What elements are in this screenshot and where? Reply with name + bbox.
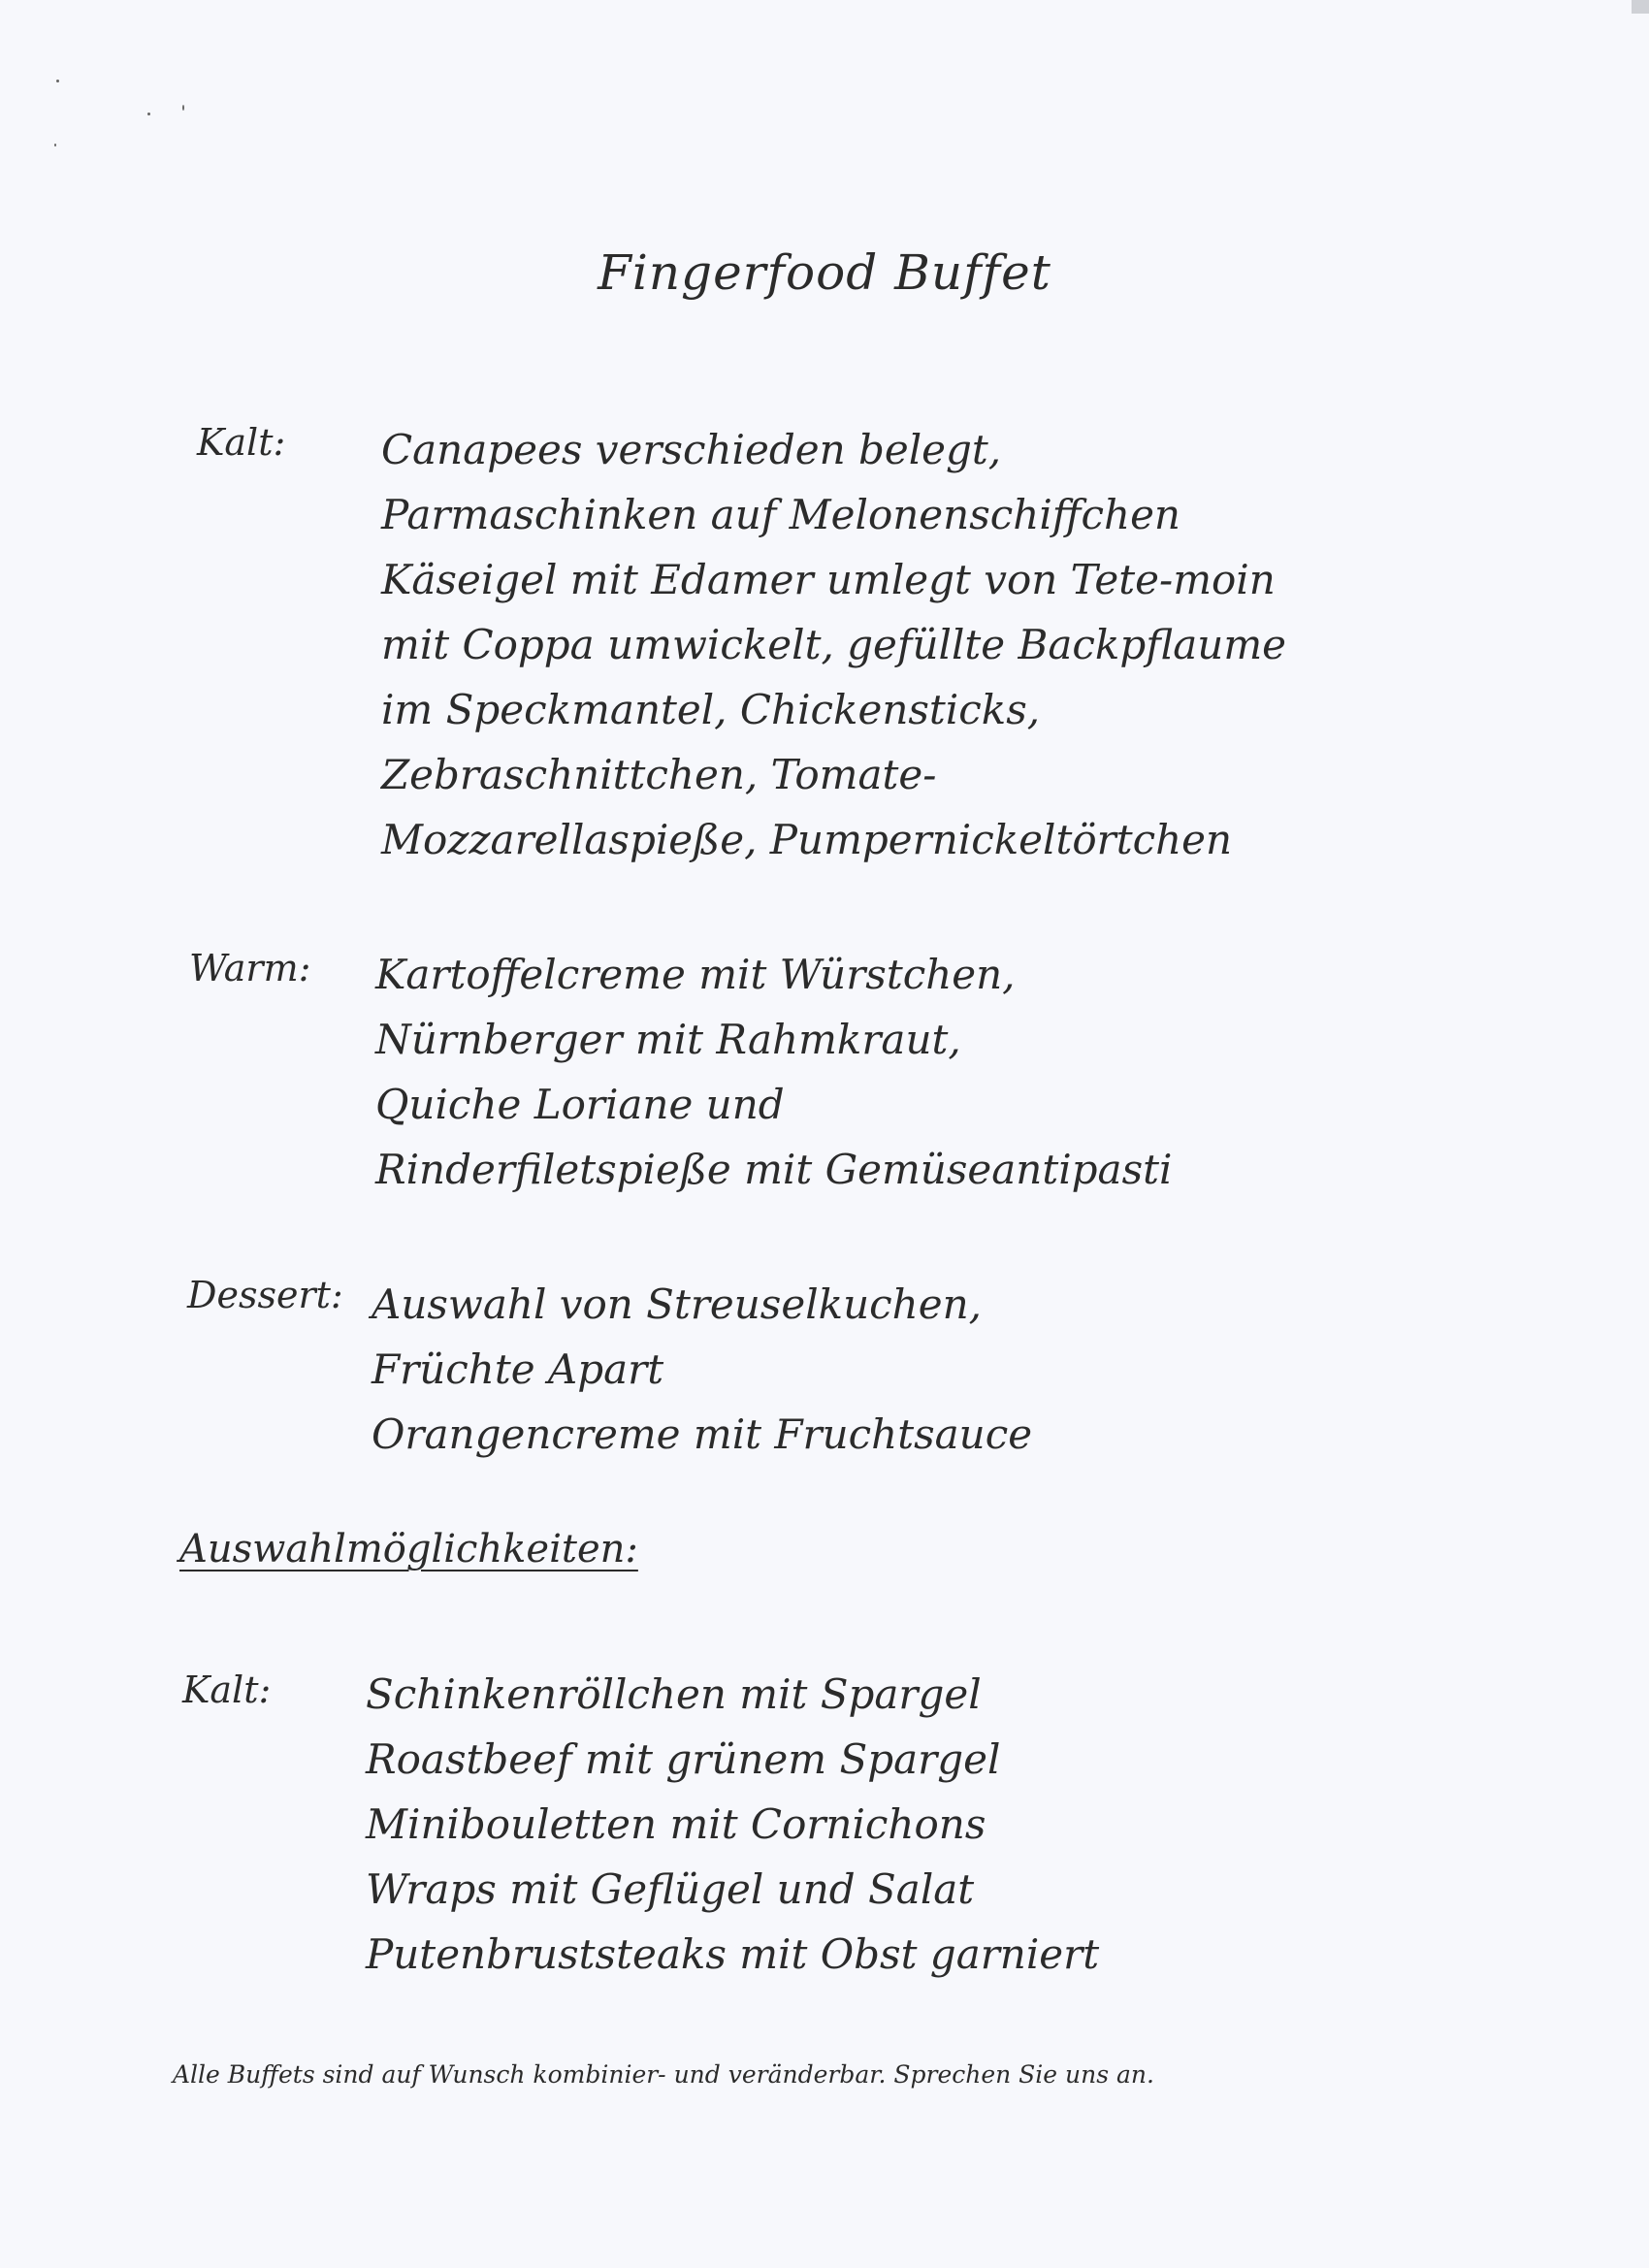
menu-line: Früchte Apart	[372, 1345, 664, 1393]
menu-line: Nürnberger mit Rahmkraut,	[375, 1016, 961, 1063]
menu-line: Auswahl von Streuselkuchen,	[372, 1280, 982, 1328]
menu-line: Quiche Loriane und	[375, 1081, 785, 1128]
scan-speck	[182, 105, 184, 111]
section-items-warm	[375, 942, 1172, 1202]
section-label-warm: Warm:	[189, 947, 311, 989]
menu-line: Putenbruststeaks mit Obst garniert	[366, 1930, 1100, 1978]
menu-line: Rinderfiletspieße mit Gemüseantipasti	[375, 1146, 1173, 1193]
section-items-kalt	[381, 417, 1286, 872]
scan-speck	[56, 80, 59, 82]
options-items-kalt	[366, 1662, 1099, 1987]
section-label-kalt: Kalt:	[197, 421, 286, 464]
section-items-dessert	[372, 1272, 1032, 1467]
options-label-kalt: Kalt:	[182, 1669, 272, 1711]
menu-line: Schinkenröllchen mit Spargel	[366, 1670, 982, 1718]
scan-edge	[1632, 0, 1649, 14]
menu-line: Orangencreme mit Fruchtsauce	[372, 1410, 1033, 1458]
menu-line: Zebraschnittchen, Tomate-	[381, 751, 937, 798]
menu-line: Wraps mit Geflügel und Salat	[366, 1865, 975, 1913]
footnote: Alle Buffets sind auf Wunsch kombinier- und veränderbar. Sprechen Sie uns an.	[173, 2060, 1154, 2089]
page-title: Fingerfood Buffet	[598, 244, 1051, 301]
menu-line: Minibouletten mit Cornichons	[366, 1800, 986, 1848]
menu-line: im Speckmantel, Chickensticks,	[381, 686, 1041, 733]
menu-line: Canapees verschieden belegt,	[381, 426, 1002, 473]
scan-speck	[54, 144, 56, 146]
options-heading: Auswahlmöglichkeiten:	[179, 1527, 638, 1571]
scan-speck	[147, 113, 150, 115]
menu-line: mit Coppa umwickelt, gefüllte Backpflaume	[381, 621, 1287, 668]
section-label-dessert: Dessert:	[187, 1274, 343, 1316]
menu-line: Kartoffelcreme mit Würstchen,	[375, 951, 1016, 998]
menu-line: Parmaschinken auf Melonenschiffchen	[381, 491, 1180, 538]
menu-line: Mozzarellaspieße, Pumpernickeltörtchen	[381, 816, 1233, 863]
menu-line: Käseigel mit Edamer umlegt von Tete-moin	[381, 556, 1276, 603]
menu-line: Roastbeef mit grünem Spargel	[366, 1735, 1001, 1783]
